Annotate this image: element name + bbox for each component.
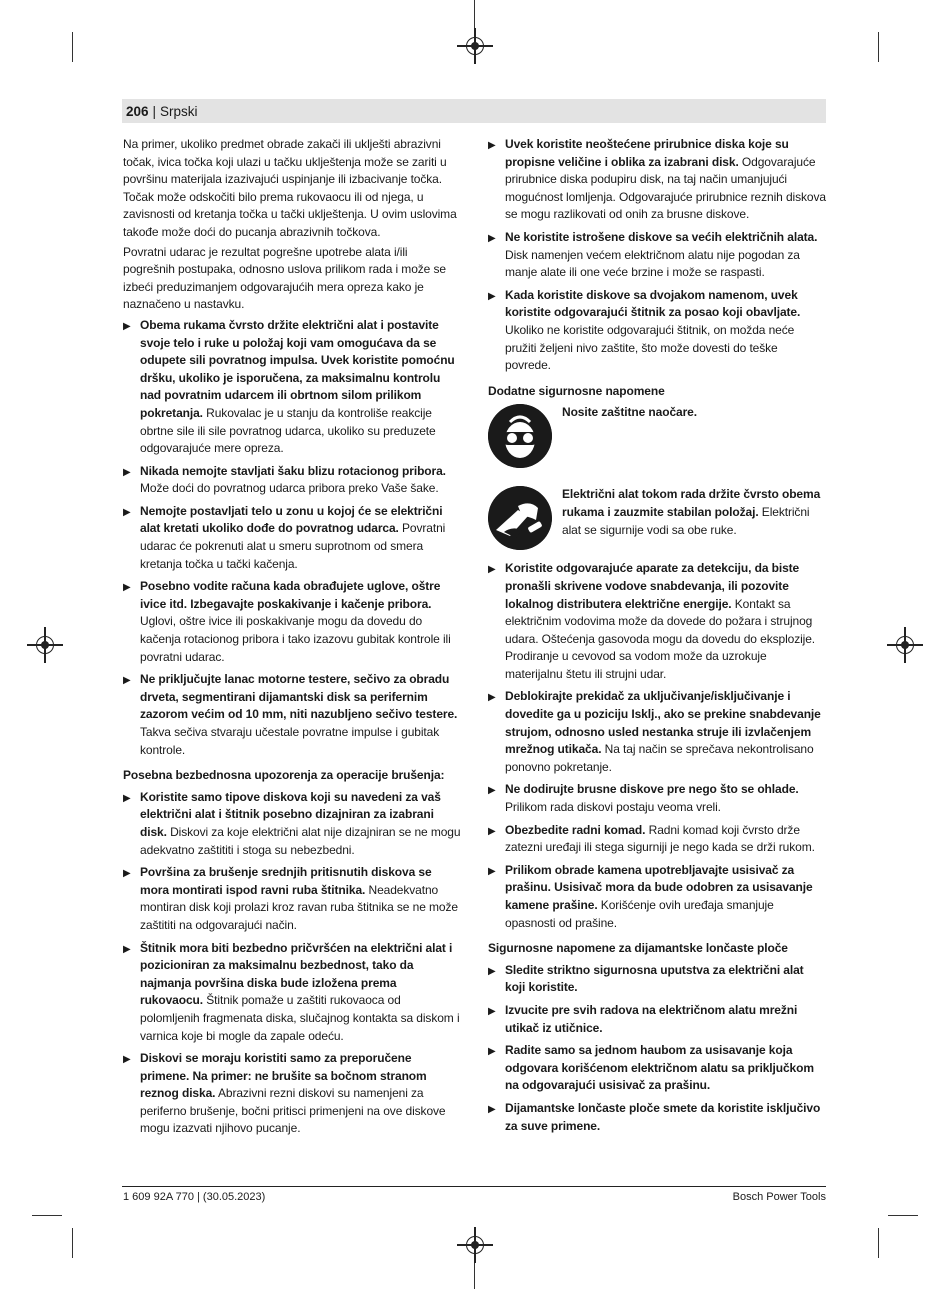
- item-text: Abrazivni rezni diskovi su namenjeni za periferno brušenje, bočni pritisci primenjeni na ove diskove mogu izazvati njihovo pucanje.: [140, 1086, 446, 1136]
- registration-mark-icon: [466, 37, 484, 55]
- item-text: Radni komad koji čvrsto drže zatezni uređaji ili stega sigurniji je nego kada se drži rukom.: [505, 822, 815, 855]
- item-text: Disk namenjen većem električnom alatu nije pogodan za manje alate ili one veće brzine i može se raspasti.: [505, 247, 800, 280]
- list-item: [123, 463, 461, 498]
- item-bold-text: Ne dodirujte brusne diskove pre nego što se ohlade.: [505, 782, 799, 797]
- item-bold-text: Prilikom obrade kamena upotrebljavajte usisivač za prašinu. Usisivač mora da bude odobren za usisavanje kamene prašine.: [505, 862, 813, 912]
- list-item: [488, 781, 826, 816]
- item-bold-text: Nosite zaštitne naočare.: [562, 405, 697, 420]
- list-item: [488, 287, 826, 375]
- list-item: [123, 578, 461, 666]
- item-bold-text: Dijamantske lončaste ploče smete da koristite isključivo za suve primene.: [505, 1100, 821, 1133]
- triangle-right-icon: ▶: [123, 675, 131, 687]
- page-number: 206: [126, 103, 149, 119]
- header-separator: |: [152, 103, 157, 119]
- triangle-right-icon: ▶: [123, 1054, 131, 1066]
- item-text: Može doći do povratnog udarca pribora preko Vaše šake.: [140, 481, 439, 496]
- registration-mark-icon: [896, 636, 914, 654]
- crop-mark: [72, 1228, 73, 1258]
- item-bold-text: Električni alat tokom rada držite čvrsto obema rukama i zauzmite stabilan položaj.: [562, 487, 821, 519]
- list-item: [488, 136, 826, 224]
- item-bold-text: Ne priključujte lanac motorne testere, sečivo za obradu drveta, segmentirani dijamantski disk sa perifernim zazorom većim od 10 mm, niti nazubljeno sečivo testere.: [140, 672, 458, 722]
- pictogram-text: [552, 404, 697, 468]
- item-text: Rukovalac je u stanju da kontroliše reakcije obrtne sile ili sile povratnog udarca, ukoliko su preduzete odgovarajuće mere opreza.: [140, 405, 436, 456]
- triangle-right-icon: ▶: [488, 564, 496, 576]
- pictogram-text: [552, 486, 826, 550]
- item-text: Uglovi, oštre ivice ili poskakivanje mogu da dovedu do kačenja rotacionog pribora i tako izazovu gubitak kontrole ili povratni udarac.: [140, 614, 451, 664]
- section-heading: Sigurnosne napomene za dijamantske lončaste ploče: [488, 941, 788, 956]
- list-item: [123, 671, 461, 759]
- page-header: [122, 99, 826, 123]
- footer-brand: Bosch Power Tools: [732, 1191, 826, 1203]
- item-bold-text: Koristite odgovarajuće aparate za detekciju, da biste pronašli skrivene vodove snabdevanja, ili pozovite lokalnog distributera električne energije.: [505, 561, 800, 611]
- registration-mark-icon: [466, 1236, 484, 1254]
- triangle-right-icon: ▶: [123, 466, 131, 478]
- list-item: [488, 962, 826, 997]
- footer-doc-id: 1 609 92A 770 | (30.05.2023): [123, 1191, 266, 1203]
- item-bold-text: Uvek koristite neoštećene prirubnice diska koje su propisne veličine i oblika za izabrani disk.: [505, 137, 789, 169]
- right-column: [488, 136, 826, 1140]
- item-bold-text: Koristite samo tipove diskova koji su navedeni za vaš električni alat i štitnik posebno dizajniran za izabrani disk.: [140, 789, 441, 839]
- list-item: [123, 789, 461, 859]
- two-hands-grip-icon: [488, 486, 552, 550]
- item-bold-text: Obema rukama čvrsto držite električni alat i postavite svoje telo i ruke u položaj koji vam omogućava da se odupete sili povratnog impulsa. Uvek koristite pomoćnu dršku, ukoliko je isporučena, za maksimalnu kontrolu nad povratnim udarcem ili obrtnom silom prilikom pokretanja.: [140, 317, 455, 420]
- list-item: [488, 1100, 826, 1135]
- item-text: Štitnik pomaže u zaštiti rukovaoca od polomljenih fragmenata diska, slučajnog kontakta sa diskom i varnica koje bi mogle da zapale odeću.: [140, 993, 460, 1043]
- triangle-right-icon: ▶: [488, 1005, 496, 1017]
- intro-paragraph: Na primer, ukoliko predmet obrade zakači ili uklješti abrazivni točak, ivica točka koji ulazi u tačku uklještenja može se zariti u površinu materijala izazivajući uspinjanje ili izbacivanje točka. Točak može odskočiti bilo prema rukovaocu ili od njega, u zavisnosti od kretanja točka u tački uklještenja. U ovim uslovima takođe može doći do pucanja abrazivnih točkova.: [123, 137, 457, 239]
- item-text: Električni alat se sigurnije vodi sa obe ruke.: [562, 504, 810, 537]
- triangle-right-icon: ▶: [488, 825, 496, 837]
- triangle-right-icon: ▶: [123, 506, 131, 518]
- list-item: [488, 1002, 826, 1037]
- item-text: Na taj način se sprečava nekontrolisano ponovno pokretanje.: [505, 742, 814, 774]
- list-item: [488, 688, 826, 776]
- item-text: Korišćenje ovih uređaja smanjuje opasnosti od prašine.: [505, 898, 774, 930]
- list-item: [123, 940, 461, 1046]
- footer-rule: [122, 1186, 826, 1187]
- triangle-right-icon: ▶: [488, 1103, 496, 1115]
- item-bold-text: Nemojte postavljati telo u zonu u kojoj će se električni alat kretati ukoliko dođe do povratnog udarca.: [140, 503, 443, 536]
- intro-paragraph: Povratni udarac je rezultat pogrešne upotrebe alata i/ili pogrešnih postupaka, odnosno uslova prilikom rada i može se izbeći preduzimanjem odgovarajućih mera opreza kako je naznačeno u nastavku.: [123, 244, 446, 312]
- triangle-right-icon: ▶: [488, 1046, 496, 1058]
- item-text: Povratni udarac će pokrenuti alat u smeru suprotnom od smera kretanja točka u tački kačenja.: [140, 521, 446, 571]
- left-column: [123, 136, 461, 1143]
- list-item: [123, 1050, 461, 1138]
- triangle-right-icon: ▶: [488, 865, 496, 877]
- crop-mark: [474, 0, 475, 30]
- crop-mark: [878, 1228, 879, 1258]
- item-text: Ukoliko ne koristite odgovarajući štitnik, on možda neće pružiti željeni nivo zaštite, što može dovesti do teške povrede.: [505, 322, 795, 373]
- item-bold-text: Sledite striktno sigurnosna uputstva za električni alat koji koristite.: [505, 962, 804, 995]
- list-item: [123, 317, 461, 458]
- item-bold-text: Radite samo sa jednom haubom za usisavanje koja odgovara korišćenom električnom alatu sa priključkom na odgovarajući usisivač za prašinu.: [505, 1043, 814, 1093]
- item-text: Diskovi za koje električni alat nije dizajniran se ne mogu adekvatno zaštititi i stoga su nebezbedni.: [140, 824, 461, 857]
- pictogram-note: [488, 486, 826, 550]
- list-item: [123, 864, 461, 934]
- list-item: [488, 822, 826, 857]
- item-bold-text: Izvucite pre svih radova na električnom alatu mrežni utikač iz utičnice.: [505, 1002, 798, 1035]
- item-bold-text: Kada koristite diskove sa dvojakom namenom, uvek koristite odgovarajući štitnik za posao koji obavljate.: [505, 287, 801, 320]
- item-text: Prilikom rada diskovi postaju veoma vreli.: [505, 800, 721, 815]
- section-heading: Posebna bezbednosna upozorenja za operacije brušenja:: [123, 768, 445, 783]
- list-item: [488, 862, 826, 932]
- item-bold-text: Deblokirajte prekidač za uključivanje/isključivanje i dovedite ga u poziciju Isklj., ako se prekine snabdevanje strujom, odnosno usled nestanka struje ili izvlačenjem mrežnog utikača.: [505, 689, 821, 757]
- item-text: Neadekvatno montiran disk koji prolazi kroz ravan ruba štitnika se ne može zaštititi na odgovarajući način.: [140, 882, 458, 932]
- list-item: [488, 229, 826, 282]
- triangle-right-icon: ▶: [488, 965, 496, 977]
- triangle-right-icon: ▶: [488, 785, 496, 797]
- crop-mark: [72, 32, 73, 62]
- item-bold-text: Nikada nemojte stavljati šaku blizu rotacionog pribora.: [140, 463, 446, 478]
- triangle-right-icon: ▶: [123, 868, 131, 880]
- list-item: [488, 560, 826, 683]
- item-bold-text: Posebno vodite računa kada obrađujete uglove, oštre ivice itd. Izbegavajte poskakivanje i kačenje pribora.: [140, 579, 441, 611]
- registration-mark-icon: [36, 636, 54, 654]
- triangle-right-icon: ▶: [123, 320, 131, 332]
- list-item: [123, 503, 461, 573]
- safety-goggles-icon: [488, 404, 552, 468]
- item-bold-text: Štitnik mora biti bezbedno pričvršćen na električni alat i pozicioniran za maksimalnu bezbednost, tako da najmanja površina diska bude izložena prema rukovaocu.: [140, 940, 453, 1008]
- triangle-right-icon: ▶: [123, 943, 131, 955]
- item-text: Kontakt sa električnim vodovima može da dovede do požara i strujnog udara. Oštećenja gasovoda mogu da dovedu do eksplozije. Prodiranje u cevovod sa vodom može da uzrokuje materijalnu štetu ili strujni udar.: [505, 596, 816, 681]
- list-item: [488, 1042, 826, 1095]
- crop-mark: [888, 1215, 918, 1216]
- triangle-right-icon: ▶: [488, 692, 496, 704]
- item-text: Takva sečiva stvaraju učestale povratne impulse i gubitak kontrole.: [140, 725, 440, 757]
- triangle-right-icon: ▶: [123, 792, 131, 804]
- item-bold-text: Ne koristite istrošene diskove sa većih električnih alata.: [505, 229, 818, 244]
- triangle-right-icon: ▶: [123, 582, 131, 594]
- item-bold-text: Površina za brušenje srednjih pritisnutih diskova se mora montirati ispod ravni ruba štitnika.: [140, 865, 432, 897]
- triangle-right-icon: ▶: [488, 290, 496, 302]
- crop-mark: [32, 1215, 62, 1216]
- item-bold-text: Obezbedite radni komad.: [505, 822, 646, 837]
- crop-mark: [474, 1262, 475, 1289]
- triangle-right-icon: ▶: [488, 232, 496, 244]
- pictogram-note: [488, 404, 826, 468]
- item-bold-text: Diskovi se moraju koristiti samo za preporučene primene. Na primer: ne brušite sa bočnom stranom reznog diska.: [140, 1051, 427, 1101]
- crop-mark: [878, 32, 879, 62]
- triangle-right-icon: ▶: [488, 140, 496, 151]
- section-heading: Dodatne sigurnosne napomene: [488, 383, 665, 398]
- item-text: Odgovarajuće prirubnice diska podupiru disk, na taj način umanjujući mogućnost lomljenja. Odgovarajuće prirubnice reznih diskova se mogu razlikovati od onih za brusne diskove.: [505, 154, 826, 222]
- header-language: Srpski: [160, 103, 198, 119]
